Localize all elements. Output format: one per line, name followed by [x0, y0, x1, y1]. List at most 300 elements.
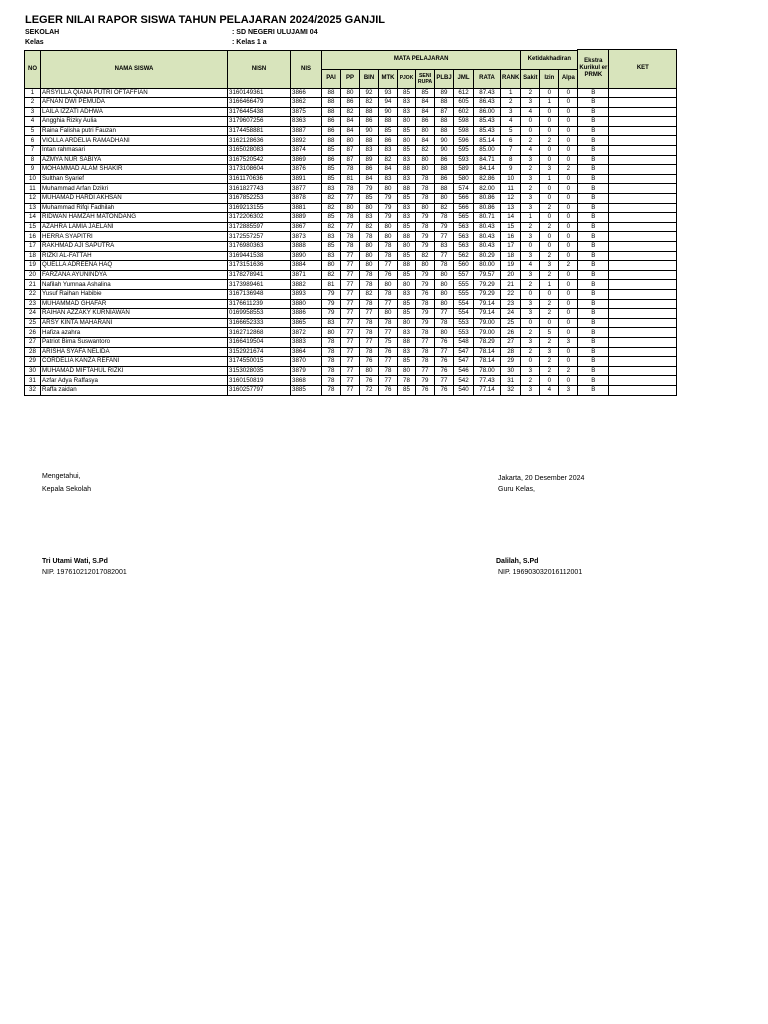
cell-bin: 82 [360, 289, 379, 299]
cell-no: 19 [25, 261, 41, 271]
sig-right-line2: Guru Kelas, [498, 486, 535, 493]
cell-nisn: 3179607256 [228, 117, 291, 127]
cell-pai: 82 [322, 270, 341, 280]
cell-pai: 78 [322, 347, 341, 357]
cell-seni: 82 [416, 251, 435, 261]
cell-rata: 79.29 [474, 289, 501, 299]
cell-nama: ARISHA SYAFA NELIDA [41, 347, 228, 357]
cell-plbj: 77 [435, 376, 454, 386]
class-label: Kelas [25, 39, 44, 46]
cell-rata: 79.57 [474, 270, 501, 280]
cell-ekstra: B [578, 357, 609, 367]
cell-pjok: 83 [398, 98, 416, 108]
cell-bin: 77 [360, 309, 379, 319]
cell-rata: 80.71 [474, 213, 501, 223]
cell-pjok: 83 [398, 213, 416, 223]
cell-izin: 2 [540, 222, 559, 232]
cell-plbj: 86 [435, 155, 454, 165]
cell-pp: 77 [341, 261, 360, 271]
cell-nama: Intan rahmasari [41, 146, 228, 156]
cell-alpa: 0 [559, 347, 578, 357]
table-row [25, 184, 677, 194]
cell-izin: 2 [540, 136, 559, 146]
cell-pai: 78 [322, 376, 341, 386]
cell-sakit: 3 [521, 203, 540, 213]
cell-pjok: 85 [398, 299, 416, 309]
cell-jml: 540 [454, 385, 474, 395]
cell-nama: Yusuf Raihan Habibie [41, 289, 228, 299]
cell-ket [609, 299, 677, 309]
cell-alpa: 0 [559, 146, 578, 156]
cell-no: 25 [25, 318, 41, 328]
cell-pp: 77 [341, 309, 360, 319]
cell-sakit: 0 [521, 126, 540, 136]
cell-no: 13 [25, 203, 41, 213]
cell-nisn: 3166652333 [228, 318, 291, 328]
cell-rata: 78.29 [474, 337, 501, 347]
cell-ket [609, 318, 677, 328]
cell-ekstra: B [578, 289, 609, 299]
cell-rata: 80.43 [474, 222, 501, 232]
cell-nisn: 3162712868 [228, 328, 291, 338]
cell-pp: 81 [341, 174, 360, 184]
cell-nis: 3869 [291, 155, 322, 165]
cell-no: 12 [25, 194, 41, 204]
cell-jml: 542 [454, 376, 474, 386]
cell-mtk: 78 [379, 242, 398, 252]
cell-no: 28 [25, 347, 41, 357]
cell-izin: 2 [540, 309, 559, 319]
cell-ket [609, 174, 677, 184]
header-mtk: MTK [379, 69, 398, 88]
cell-rata: 80.29 [474, 251, 501, 261]
cell-seni: 78 [416, 174, 435, 184]
table-row [25, 107, 677, 117]
cell-sakit: 3 [521, 309, 540, 319]
cell-bin: 83 [360, 146, 379, 156]
cell-plbj: 88 [435, 117, 454, 127]
cell-no: 14 [25, 213, 41, 223]
cell-bin: 78 [360, 280, 379, 290]
cell-nis: 3892 [291, 136, 322, 146]
cell-plbj: 89 [435, 88, 454, 98]
cell-pp: 77 [341, 251, 360, 261]
cell-bin: 80 [360, 251, 379, 261]
cell-nisn: 3152921674 [228, 347, 291, 357]
cell-pjok: 85 [398, 270, 416, 280]
cell-bin: 83 [360, 213, 379, 223]
cell-nis: 3871 [291, 270, 322, 280]
cell-mtk: 78 [379, 366, 398, 376]
cell-mtk: 77 [379, 261, 398, 271]
cell-pai: 83 [322, 318, 341, 328]
cell-rank: 2 [501, 98, 521, 108]
cell-mtk: 85 [379, 126, 398, 136]
table-row [25, 222, 677, 232]
cell-alpa: 3 [559, 385, 578, 395]
header-jml: JML [454, 69, 474, 88]
cell-nisn: 3167520542 [228, 155, 291, 165]
cell-mtk: 80 [379, 309, 398, 319]
cell-ket [609, 117, 677, 127]
cell-no: 3 [25, 107, 41, 117]
cell-rata: 85.43 [474, 126, 501, 136]
cell-rank: 21 [501, 280, 521, 290]
cell-alpa: 0 [559, 242, 578, 252]
cell-pai: 78 [322, 337, 341, 347]
cell-nama: ARSYILLA QIANA PUTRI OFTAFFIAN [41, 88, 228, 98]
cell-izin: 2 [540, 203, 559, 213]
cell-pjok: 80 [398, 117, 416, 127]
cell-ekstra: B [578, 376, 609, 386]
cell-pjok: 88 [398, 232, 416, 242]
cell-seni: 84 [416, 136, 435, 146]
cell-bin: 80 [360, 242, 379, 252]
table-row [25, 261, 677, 271]
cell-ket [609, 385, 677, 395]
header-plbj: PLBJ [435, 69, 454, 88]
cell-pjok: 83 [398, 347, 416, 357]
table-row [25, 357, 677, 367]
cell-plbj: 88 [435, 165, 454, 175]
cell-izin: 1 [540, 280, 559, 290]
cell-sakit: 2 [521, 165, 540, 175]
cell-nis: 3862 [291, 98, 322, 108]
cell-seni: 85 [416, 88, 435, 98]
cell-nis: 3885 [291, 385, 322, 395]
cell-rata: 80.00 [474, 261, 501, 271]
cell-pjok: 88 [398, 165, 416, 175]
cell-nis: 3868 [291, 376, 322, 386]
table-row [25, 337, 677, 347]
cell-nisn: 3176611239 [228, 299, 291, 309]
cell-ket [609, 280, 677, 290]
cell-no: 27 [25, 337, 41, 347]
cell-rata: 85.00 [474, 146, 501, 156]
cell-pjok: 85 [398, 357, 416, 367]
cell-nisn: 3172206302 [228, 213, 291, 223]
table-row [25, 213, 677, 223]
cell-ket [609, 309, 677, 319]
cell-pp: 84 [341, 117, 360, 127]
cell-nisn: 3169213155 [228, 203, 291, 213]
cell-sakit: 0 [521, 289, 540, 299]
cell-jml: 563 [454, 232, 474, 242]
cell-pai: 82 [322, 203, 341, 213]
cell-nisn: 3161170636 [228, 174, 291, 184]
cell-pai: 82 [322, 222, 341, 232]
cell-pai: 85 [322, 213, 341, 223]
cell-ket [609, 347, 677, 357]
cell-jml: 554 [454, 309, 474, 319]
cell-nisn: 3178278941 [228, 270, 291, 280]
cell-ekstra: B [578, 251, 609, 261]
cell-no: 22 [25, 289, 41, 299]
cell-izin: 0 [540, 194, 559, 204]
cell-ket [609, 194, 677, 204]
cell-nis: 3888 [291, 242, 322, 252]
cell-pp: 78 [341, 232, 360, 242]
sig-left-line1: Mengetahui, [42, 473, 81, 480]
cell-bin: 88 [360, 107, 379, 117]
cell-nis: 3870 [291, 357, 322, 367]
cell-sakit: 3 [521, 366, 540, 376]
cell-pjok: 85 [398, 146, 416, 156]
cell-rata: 80.43 [474, 232, 501, 242]
cell-seni: 78 [416, 194, 435, 204]
cell-bin: 78 [360, 232, 379, 242]
cell-sakit: 2 [521, 184, 540, 194]
cell-ket [609, 366, 677, 376]
cell-izin: 0 [540, 126, 559, 136]
table-row [25, 309, 677, 319]
cell-pjok: 83 [398, 328, 416, 338]
cell-alpa: 0 [559, 280, 578, 290]
cell-nama: RAKHMAD AJI SAPUTRA [41, 242, 228, 252]
cell-sakit: 3 [521, 98, 540, 108]
cell-nisn: 3166419504 [228, 337, 291, 347]
cell-mtk: 77 [379, 299, 398, 309]
cell-bin: 76 [360, 376, 379, 386]
principal-name: Tri Utami Wati, S.Pd [42, 558, 108, 565]
table-row [25, 174, 677, 184]
cell-rata: 79.14 [474, 299, 501, 309]
sig-right-line1: Jakarta, 20 Desember 2024 [498, 475, 585, 482]
cell-ket [609, 242, 677, 252]
cell-pp: 78 [341, 165, 360, 175]
cell-seni: 79 [416, 242, 435, 252]
cell-ket [609, 328, 677, 338]
cell-rank: 7 [501, 146, 521, 156]
cell-plbj: 77 [435, 251, 454, 261]
cell-ekstra: B [578, 280, 609, 290]
cell-nisn: 3173151636 [228, 261, 291, 271]
cell-alpa: 0 [559, 194, 578, 204]
cell-mtk: 78 [379, 251, 398, 261]
cell-rank: 5 [501, 126, 521, 136]
cell-nama: Patriot Bima Suswantoro [41, 337, 228, 347]
cell-bin: 78 [360, 270, 379, 280]
cell-nisn: 0169958553 [228, 309, 291, 319]
cell-ekstra: B [578, 261, 609, 271]
cell-no: 4 [25, 117, 41, 127]
cell-pjok: 88 [398, 337, 416, 347]
cell-pjok: 80 [398, 366, 416, 376]
class-value-row [232, 39, 267, 46]
cell-jml: 598 [454, 126, 474, 136]
header-pjok: PJOK [398, 69, 416, 88]
cell-ekstra: B [578, 155, 609, 165]
cell-izin: 0 [540, 213, 559, 223]
cell-pai: 78 [322, 366, 341, 376]
cell-no: 17 [25, 242, 41, 252]
cell-rank: 30 [501, 366, 521, 376]
cell-nama: Raffa zaidan [41, 385, 228, 395]
cell-seni: 84 [416, 107, 435, 117]
cell-jml: 562 [454, 251, 474, 261]
cell-plbj: 88 [435, 126, 454, 136]
cell-nis: 3881 [291, 203, 322, 213]
cell-nis: 3874 [291, 146, 322, 156]
cell-ekstra: B [578, 107, 609, 117]
cell-alpa: 0 [559, 174, 578, 184]
cell-jml: 565 [454, 213, 474, 223]
cell-alpa: 0 [559, 213, 578, 223]
table-row [25, 88, 677, 98]
table-row [25, 98, 677, 108]
cell-seni: 77 [416, 337, 435, 347]
cell-ekstra: B [578, 194, 609, 204]
cell-rank: 19 [501, 261, 521, 271]
cell-rank: 13 [501, 203, 521, 213]
cell-rank: 15 [501, 222, 521, 232]
cell-jml: 553 [454, 318, 474, 328]
cell-rank: 16 [501, 232, 521, 242]
cell-alpa: 0 [559, 270, 578, 280]
cell-rank: 23 [501, 299, 521, 309]
cell-nisn: 3153028035 [228, 366, 291, 376]
cell-nama: FARZANA AYUNINDYA [41, 270, 228, 280]
header-alpa: Alpa [559, 69, 578, 88]
cell-pjok: 78 [398, 376, 416, 386]
cell-nisn: 3172557257 [228, 232, 291, 242]
header-nama: NAMA SISWA [41, 50, 228, 88]
cell-bin: 80 [360, 261, 379, 271]
cell-rank: 4 [501, 117, 521, 127]
cell-ekstra: B [578, 184, 609, 194]
cell-pp: 77 [341, 222, 360, 232]
cell-jml: 560 [454, 261, 474, 271]
cell-bin: 85 [360, 194, 379, 204]
cell-nis: 3878 [291, 194, 322, 204]
cell-seni: 79 [416, 309, 435, 319]
cell-nis: 3876 [291, 165, 322, 175]
cell-rata: 80.86 [474, 203, 501, 213]
cell-pp: 80 [341, 136, 360, 146]
cell-alpa: 0 [559, 126, 578, 136]
cell-rank: 10 [501, 174, 521, 184]
cell-no: 7 [25, 146, 41, 156]
cell-jml: 598 [454, 117, 474, 127]
cell-nis: 3875 [291, 107, 322, 117]
cell-nisn: 3160150819 [228, 376, 291, 386]
cell-pai: 81 [322, 280, 341, 290]
header-no: NO [25, 50, 41, 88]
cell-nisn: 3169441538 [228, 251, 291, 261]
cell-ket [609, 357, 677, 367]
cell-sakit: 2 [521, 280, 540, 290]
cell-plbj: 83 [435, 242, 454, 252]
cell-rank: 32 [501, 385, 521, 395]
cell-izin: 0 [540, 88, 559, 98]
cell-sakit: 0 [521, 318, 540, 328]
school-label: SEKOLAH [25, 29, 60, 36]
cell-bin: 78 [360, 328, 379, 338]
cell-rata: 86.00 [474, 107, 501, 117]
cell-mtk: 93 [379, 88, 398, 98]
cell-no: 30 [25, 366, 41, 376]
cell-pai: 88 [322, 136, 341, 146]
cell-mtk: 86 [379, 136, 398, 146]
cell-ekstra: B [578, 232, 609, 242]
cell-ekstra: B [578, 337, 609, 347]
table-row [25, 318, 677, 328]
cell-pai: 82 [322, 194, 341, 204]
cell-pai: 86 [322, 155, 341, 165]
cell-rata: 84.14 [474, 165, 501, 175]
cell-rank: 3 [501, 107, 521, 117]
cell-nama: Muhammad Rifqi Fadhilah [41, 203, 228, 213]
cell-rata: 86.43 [474, 98, 501, 108]
cell-sakit: 3 [521, 385, 540, 395]
cell-alpa: 3 [559, 337, 578, 347]
cell-nama: RIDWAN HAMZAH MATONDANG [41, 213, 228, 223]
cell-pp: 77 [341, 194, 360, 204]
school-value-row [232, 29, 318, 36]
cell-nisn: 3161827743 [228, 184, 291, 194]
cell-mtk: 75 [379, 337, 398, 347]
cell-rank: 20 [501, 270, 521, 280]
cell-izin: 0 [540, 117, 559, 127]
cell-sakit: 0 [521, 357, 540, 367]
cell-jml: 589 [454, 165, 474, 175]
cell-nis: 3886 [291, 309, 322, 319]
cell-mtk: 79 [379, 203, 398, 213]
cell-alpa: 2 [559, 366, 578, 376]
cell-rata: 77.43 [474, 376, 501, 386]
cell-plbj: 80 [435, 280, 454, 290]
cell-izin: 1 [540, 98, 559, 108]
cell-seni: 78 [416, 184, 435, 194]
cell-seni: 86 [416, 117, 435, 127]
cell-bin: 90 [360, 126, 379, 136]
cell-jml: 595 [454, 146, 474, 156]
cell-jml: 557 [454, 270, 474, 280]
cell-seni: 78 [416, 328, 435, 338]
cell-plbj: 76 [435, 385, 454, 395]
table-row [25, 366, 677, 376]
cell-jml: 596 [454, 136, 474, 146]
cell-izin: 1 [540, 174, 559, 184]
cell-plbj: 78 [435, 213, 454, 223]
cell-mtk: 78 [379, 289, 398, 299]
cell-nis: 3867 [291, 222, 322, 232]
cell-sakit: 2 [521, 136, 540, 146]
cell-sakit: 2 [521, 222, 540, 232]
cell-ekstra: B [578, 242, 609, 252]
cell-seni: 79 [416, 270, 435, 280]
header-ekstra: Ekstra Kurikul er PRMK [578, 50, 609, 89]
cell-pai: 85 [322, 242, 341, 252]
cell-rata: 85.14 [474, 136, 501, 146]
cell-pp: 78 [341, 242, 360, 252]
cell-bin: 78 [360, 347, 379, 357]
cell-sakit: 3 [521, 155, 540, 165]
cell-pp: 77 [341, 337, 360, 347]
cell-sakit: 2 [521, 328, 540, 338]
header-rata: RATA [474, 69, 501, 88]
cell-izin: 0 [540, 289, 559, 299]
cell-no: 21 [25, 280, 41, 290]
table-row [25, 136, 677, 146]
cell-no: 16 [25, 232, 41, 242]
table-row [25, 117, 677, 127]
cell-seni: 80 [416, 126, 435, 136]
cell-bin: 82 [360, 222, 379, 232]
separator: : [232, 39, 235, 46]
cell-rata: 80.86 [474, 194, 501, 204]
page-title: LEGER NILAI RAPOR SISWA TAHUN PELAJARAN 2024/2025 GANJIL [25, 14, 386, 26]
